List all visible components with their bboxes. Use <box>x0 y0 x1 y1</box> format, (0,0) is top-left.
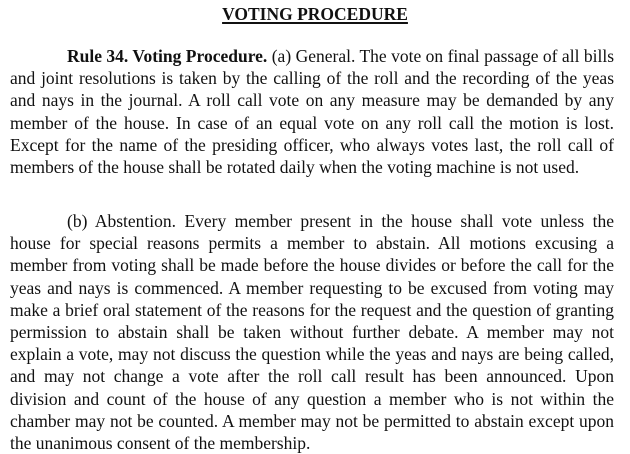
rule-34-paragraph-a <box>10 45 614 178</box>
paragraph-b-text: (b) Abstention. Every member present in the house shall vote unless the house for special reasons permits a member to abstain. All motions excusing a member from voting shall be made before the house divides or before the call for the yeas and nays is commenced. A member requesting to be excused from voting may make a brief oral statement of the reasons for the request and the question of granting permission to abstain shall be taken without further debate. A member may not explain a vote, may not discuss the question while the yeas and nays are being called, and may not change a vote after the roll call result has been announced. Upon division and count of the house of any question a member who is not within the chamber may not be counted. A member may not be permitted to abstain except upon the unanimous consent of the membership. <box>10 211 614 454</box>
rule-34-paragraph-b <box>10 210 614 454</box>
document-title: VOTING PROCEDURE <box>222 4 408 24</box>
rule-heading: Rule 34. Voting Procedure. <box>67 46 268 66</box>
paragraph-a-text: (a) General. The vote on final passage of all bills and joint resolutions is taken by the calling of the roll and the recording of the yeas and nays in the journal. A roll call vote on any measure may be demanded by any member of the house. In case of an equal vote on any roll call the motion is lost. Except for the name of the presiding officer, who always votes last, the roll call of members of the house shall be rotated daily when the voting machine is not used. <box>10 46 615 178</box>
